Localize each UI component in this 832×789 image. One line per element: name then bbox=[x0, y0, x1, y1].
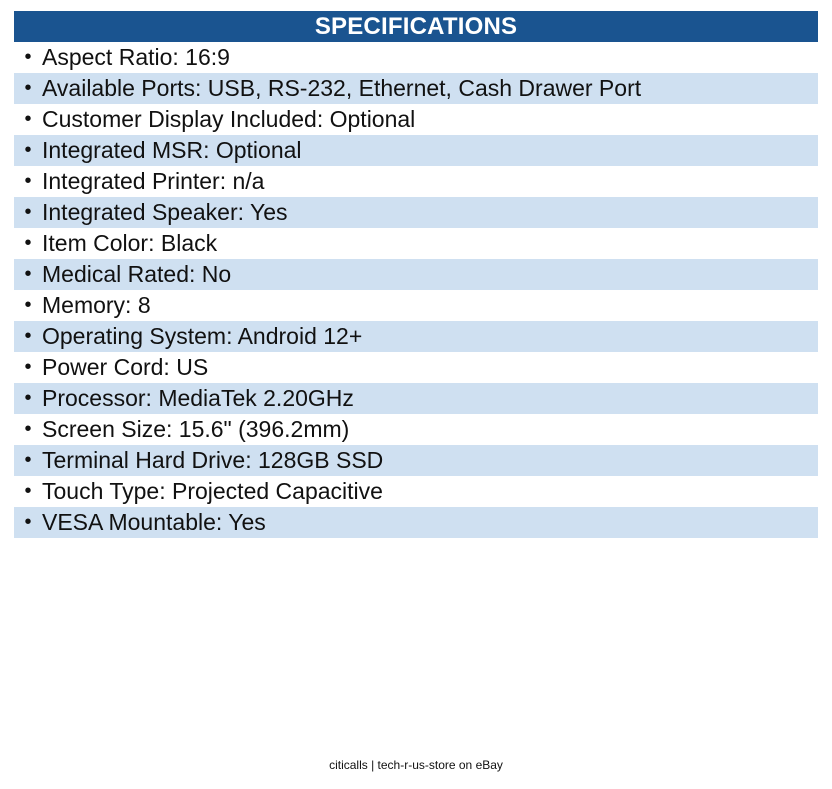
bullet-icon: • bbox=[24, 170, 32, 192]
bullet-icon: • bbox=[24, 511, 32, 533]
spec-text: Memory: 8 bbox=[42, 292, 151, 318]
spec-row bbox=[14, 352, 818, 383]
spec-text: Integrated MSR: Optional bbox=[42, 137, 302, 163]
spec-text: Item Color: Black bbox=[42, 230, 218, 256]
spec-row bbox=[14, 228, 818, 259]
spec-row bbox=[14, 197, 818, 228]
spec-row bbox=[14, 383, 818, 414]
spec-row bbox=[14, 166, 818, 197]
spec-row bbox=[14, 135, 818, 166]
bullet-icon: • bbox=[24, 263, 32, 285]
spec-text: Medical Rated: No bbox=[42, 261, 232, 287]
specifications-list bbox=[14, 42, 818, 538]
spec-row bbox=[14, 42, 818, 73]
bullet-icon: • bbox=[24, 325, 32, 347]
specifications-panel bbox=[14, 11, 818, 538]
specifications-header: SPECIFICATIONS bbox=[14, 11, 818, 42]
spec-text: Terminal Hard Drive: 128GB SSD bbox=[42, 447, 384, 473]
bullet-icon: • bbox=[24, 46, 32, 68]
spec-text: Customer Display Included: Optional bbox=[42, 106, 416, 132]
bullet-icon: • bbox=[24, 108, 32, 130]
spec-row bbox=[14, 259, 818, 290]
spec-text: Operating System: Android 12+ bbox=[42, 323, 363, 349]
spec-text: Integrated Speaker: Yes bbox=[42, 199, 288, 225]
bullet-icon: • bbox=[24, 201, 32, 223]
spec-row bbox=[14, 476, 818, 507]
spec-row bbox=[14, 104, 818, 135]
bullet-icon: • bbox=[24, 418, 32, 440]
bullet-icon: • bbox=[24, 387, 32, 409]
bullet-icon: • bbox=[24, 294, 32, 316]
bullet-icon: • bbox=[24, 139, 32, 161]
spec-text: Available Ports: USB, RS-232, Ethernet, Cash Drawer Port bbox=[42, 75, 642, 101]
spec-text: Integrated Printer: n/a bbox=[42, 168, 265, 194]
spec-text: Screen Size: 15.6" (396.2mm) bbox=[42, 416, 350, 442]
spec-row bbox=[14, 507, 818, 538]
spec-text: VESA Mountable: Yes bbox=[42, 509, 266, 535]
spec-text: Touch Type: Projected Capacitive bbox=[42, 478, 383, 504]
spec-row bbox=[14, 414, 818, 445]
spec-row bbox=[14, 73, 818, 104]
footer-credit: citicalls | tech-r-us-store on eBay bbox=[329, 758, 503, 772]
bullet-icon: • bbox=[24, 449, 32, 471]
bullet-icon: • bbox=[24, 480, 32, 502]
spec-text: Aspect Ratio: 16:9 bbox=[42, 44, 230, 70]
spec-row bbox=[14, 445, 818, 476]
bullet-icon: • bbox=[24, 232, 32, 254]
spec-text: Processor: MediaTek 2.20GHz bbox=[42, 385, 354, 411]
bullet-icon: • bbox=[24, 356, 32, 378]
bullet-icon: • bbox=[24, 77, 32, 99]
spec-row bbox=[14, 290, 818, 321]
spec-text: Power Cord: US bbox=[42, 354, 209, 380]
spec-row bbox=[14, 321, 818, 352]
